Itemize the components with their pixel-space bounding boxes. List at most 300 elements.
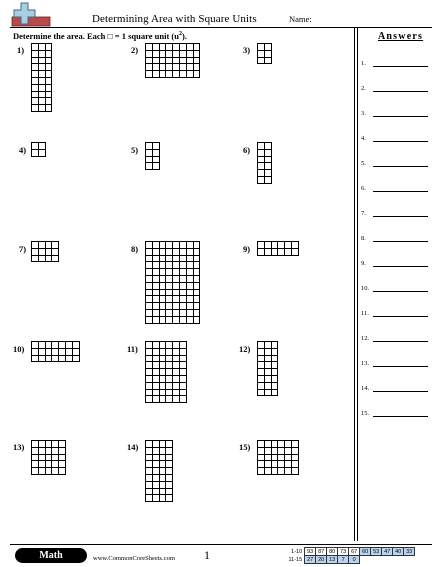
square-unit xyxy=(180,269,187,276)
square-unit xyxy=(258,369,265,376)
square-unit xyxy=(272,249,279,256)
score-cell: 93 xyxy=(305,548,316,556)
answer-number: 13. xyxy=(361,360,370,367)
square-unit xyxy=(180,44,187,51)
square-unit xyxy=(180,290,187,297)
square-unit xyxy=(278,455,285,462)
square-unit xyxy=(146,163,153,170)
square-unit xyxy=(153,455,160,462)
score-range-label: 1-10 xyxy=(291,548,303,555)
square-unit xyxy=(265,383,272,390)
square-unit xyxy=(39,455,46,462)
square-unit xyxy=(265,157,272,164)
square-unit xyxy=(146,383,153,390)
square-unit xyxy=(146,64,153,71)
square-unit xyxy=(39,249,46,256)
square-unit xyxy=(166,283,173,290)
square-unit xyxy=(194,303,201,310)
square-unit xyxy=(160,482,167,489)
square-unit xyxy=(146,296,153,303)
square-unit xyxy=(173,249,180,256)
square-unit xyxy=(46,468,53,475)
square-unit xyxy=(39,150,46,157)
square-unit xyxy=(166,461,173,468)
square-unit xyxy=(265,58,272,65)
square-unit xyxy=(166,356,173,363)
answer-blank[interactable] xyxy=(373,66,428,67)
square-unit xyxy=(153,396,160,403)
square-unit xyxy=(173,262,180,269)
square-unit xyxy=(146,303,153,310)
answer-number: 3. xyxy=(361,110,366,117)
square-unit xyxy=(39,105,46,112)
answer-number: 11. xyxy=(361,310,369,317)
square-unit xyxy=(32,71,39,78)
square-unit xyxy=(258,362,265,369)
square-unit xyxy=(52,349,59,356)
square-unit xyxy=(146,256,153,263)
square-unit xyxy=(258,356,265,363)
square-unit xyxy=(194,290,201,297)
problem-label: 5) xyxy=(131,145,139,155)
square-unit xyxy=(265,349,272,356)
square-unit xyxy=(160,317,167,324)
square-unit xyxy=(265,170,272,177)
problem-label: 1) xyxy=(17,45,25,55)
square-unit xyxy=(180,369,187,376)
square-unit xyxy=(153,310,160,317)
square-unit xyxy=(153,461,160,468)
square-unit xyxy=(153,44,160,51)
square-unit xyxy=(160,383,167,390)
square-grid xyxy=(145,43,200,78)
square-unit xyxy=(166,303,173,310)
square-unit xyxy=(160,64,167,71)
square-unit xyxy=(39,448,46,455)
square-unit xyxy=(153,290,160,297)
problem-label: 8) xyxy=(131,244,139,254)
square-unit xyxy=(265,163,272,170)
square-unit xyxy=(39,44,46,51)
square-unit xyxy=(146,276,153,283)
square-unit xyxy=(153,303,160,310)
square-unit xyxy=(258,455,265,462)
answer-number: 1. xyxy=(361,60,366,67)
square-unit xyxy=(153,296,160,303)
square-grid xyxy=(257,43,272,64)
square-unit xyxy=(180,396,187,403)
square-unit xyxy=(265,177,272,184)
square-unit xyxy=(166,390,173,397)
answer-number: 10. xyxy=(361,285,370,292)
score-cell: 87 xyxy=(316,548,327,556)
square-unit xyxy=(160,455,167,462)
square-unit xyxy=(173,349,180,356)
square-unit xyxy=(292,441,299,448)
square-unit xyxy=(180,390,187,397)
square-unit xyxy=(258,468,265,475)
square-unit xyxy=(32,448,39,455)
square-unit xyxy=(46,78,53,85)
square-grid xyxy=(31,43,52,112)
score-cell: 0 xyxy=(349,556,360,564)
square-unit xyxy=(39,441,46,448)
square-unit xyxy=(194,310,201,317)
square-unit xyxy=(173,71,180,78)
square-unit xyxy=(59,461,66,468)
square-unit xyxy=(32,44,39,51)
square-unit xyxy=(160,396,167,403)
square-unit xyxy=(173,256,180,263)
answer-blank[interactable] xyxy=(373,141,428,142)
square-unit xyxy=(180,317,187,324)
instructions: Determine the area. Each □ = 1 square unit $(u^2)$. xyxy=(13,31,187,41)
square-unit xyxy=(146,461,153,468)
math-badge: Math xyxy=(15,548,87,563)
answer-number: 9. xyxy=(361,260,366,267)
square-unit xyxy=(166,290,173,297)
square-unit xyxy=(285,242,292,249)
square-unit xyxy=(146,249,153,256)
square-unit xyxy=(32,58,39,65)
square-unit xyxy=(146,317,153,324)
square-unit xyxy=(180,383,187,390)
square-unit xyxy=(173,58,180,65)
square-unit xyxy=(160,249,167,256)
page-title: Determining Area with Square Units xyxy=(92,13,257,25)
square-unit xyxy=(258,170,265,177)
score-cell: 20 xyxy=(316,556,327,564)
square-unit xyxy=(258,383,265,390)
square-unit xyxy=(187,310,194,317)
square-unit xyxy=(32,143,39,150)
square-unit xyxy=(153,64,160,71)
square-unit xyxy=(32,51,39,58)
square-unit xyxy=(160,44,167,51)
square-unit xyxy=(73,349,80,356)
square-unit xyxy=(265,44,272,51)
square-unit xyxy=(46,256,53,263)
square-unit xyxy=(146,342,153,349)
square-unit xyxy=(146,310,153,317)
square-unit xyxy=(160,269,167,276)
square-unit xyxy=(46,51,53,58)
answer-blank[interactable] xyxy=(373,316,428,317)
square-unit xyxy=(194,283,201,290)
square-unit xyxy=(187,249,194,256)
square-unit xyxy=(194,256,201,263)
answer-blank[interactable] xyxy=(373,416,428,417)
square-unit xyxy=(173,296,180,303)
square-unit xyxy=(153,143,160,150)
square-unit xyxy=(265,150,272,157)
square-unit xyxy=(180,310,187,317)
square-unit xyxy=(146,157,153,164)
square-unit xyxy=(153,482,160,489)
square-unit xyxy=(52,448,59,455)
square-unit xyxy=(46,455,53,462)
square-unit xyxy=(187,64,194,71)
square-unit xyxy=(153,383,160,390)
square-unit xyxy=(265,356,272,363)
answer-column-divider-inner xyxy=(357,27,358,541)
answers-heading: Answers xyxy=(378,31,424,42)
square-unit xyxy=(292,455,299,462)
square-unit xyxy=(292,448,299,455)
square-unit xyxy=(46,342,53,349)
square-unit xyxy=(173,369,180,376)
square-unit xyxy=(272,383,279,390)
score-cell: 33 xyxy=(404,548,415,556)
square-unit xyxy=(272,441,279,448)
problem-label: 3) xyxy=(243,45,251,55)
square-unit xyxy=(39,85,46,92)
problem-label: 7) xyxy=(19,244,27,254)
answer-blank[interactable] xyxy=(373,191,428,192)
square-unit xyxy=(59,468,66,475)
square-unit xyxy=(166,383,173,390)
square-unit xyxy=(187,44,194,51)
square-unit xyxy=(146,376,153,383)
square-unit xyxy=(46,441,53,448)
square-unit xyxy=(46,349,53,356)
math-logo-icon xyxy=(8,2,52,28)
square-unit xyxy=(258,242,265,249)
square-unit xyxy=(52,242,59,249)
square-unit xyxy=(39,64,46,71)
square-unit xyxy=(146,242,153,249)
problem-label: 12) xyxy=(239,344,251,354)
square-unit xyxy=(39,92,46,99)
square-unit xyxy=(265,369,272,376)
square-unit xyxy=(146,51,153,58)
square-unit xyxy=(258,390,265,397)
square-unit xyxy=(166,51,173,58)
answer-blank[interactable] xyxy=(373,91,428,92)
square-unit xyxy=(166,310,173,317)
answer-number: 12. xyxy=(361,335,370,342)
square-unit xyxy=(146,262,153,269)
answer-number: 14. xyxy=(361,385,370,392)
answer-blank[interactable] xyxy=(373,241,428,242)
square-unit xyxy=(46,44,53,51)
square-unit xyxy=(187,317,194,324)
square-unit xyxy=(166,317,173,324)
square-unit xyxy=(265,342,272,349)
answer-blank[interactable] xyxy=(373,216,428,217)
square-unit xyxy=(39,143,46,150)
score-cell: 80 xyxy=(327,548,338,556)
square-unit xyxy=(160,376,167,383)
square-unit xyxy=(265,441,272,448)
square-unit xyxy=(153,262,160,269)
score-cell: 13 xyxy=(327,556,338,564)
page-number: 1 xyxy=(204,548,210,562)
square-unit xyxy=(166,489,173,496)
square-unit xyxy=(258,177,265,184)
square-unit xyxy=(146,143,153,150)
answer-blank[interactable] xyxy=(373,341,428,342)
square-grid xyxy=(257,241,299,256)
square-unit xyxy=(285,461,292,468)
square-unit xyxy=(180,262,187,269)
square-unit xyxy=(52,342,59,349)
square-unit xyxy=(180,376,187,383)
square-unit xyxy=(160,369,167,376)
square-unit xyxy=(146,150,153,157)
square-unit xyxy=(146,489,153,496)
square-unit xyxy=(160,290,167,297)
square-unit xyxy=(160,283,167,290)
square-unit xyxy=(153,163,160,170)
square-unit xyxy=(265,461,272,468)
answer-blank[interactable] xyxy=(373,116,428,117)
square-unit xyxy=(46,448,53,455)
square-unit xyxy=(153,468,160,475)
square-unit xyxy=(173,362,180,369)
square-unit xyxy=(187,283,194,290)
square-unit xyxy=(153,157,160,164)
square-unit xyxy=(32,441,39,448)
answer-blank[interactable] xyxy=(373,166,428,167)
square-unit xyxy=(166,64,173,71)
square-unit xyxy=(153,269,160,276)
square-unit xyxy=(160,495,167,502)
square-unit xyxy=(153,362,160,369)
square-unit xyxy=(173,390,180,397)
problem-label: 14) xyxy=(127,442,139,452)
square-unit xyxy=(46,64,53,71)
square-unit xyxy=(39,242,46,249)
square-unit xyxy=(146,369,153,376)
square-unit xyxy=(173,342,180,349)
square-unit xyxy=(265,448,272,455)
problem-label: 9) xyxy=(243,244,251,254)
square-unit xyxy=(258,448,265,455)
score-cell: 60 xyxy=(360,548,371,556)
square-unit xyxy=(153,376,160,383)
square-unit xyxy=(146,269,153,276)
square-unit xyxy=(153,369,160,376)
square-unit xyxy=(166,58,173,65)
square-unit xyxy=(265,242,272,249)
square-unit xyxy=(258,349,265,356)
square-unit xyxy=(39,78,46,85)
square-unit xyxy=(194,58,201,65)
square-unit xyxy=(194,71,201,78)
square-unit xyxy=(272,455,279,462)
square-unit xyxy=(46,242,53,249)
square-unit xyxy=(272,461,279,468)
square-unit xyxy=(173,51,180,58)
square-unit xyxy=(258,342,265,349)
square-unit xyxy=(32,349,39,356)
square-unit xyxy=(258,249,265,256)
square-unit xyxy=(160,356,167,363)
square-unit xyxy=(265,51,272,58)
square-unit xyxy=(39,468,46,475)
square-unit xyxy=(265,362,272,369)
square-unit xyxy=(180,242,187,249)
square-unit xyxy=(39,461,46,468)
answer-blank[interactable] xyxy=(373,266,428,267)
square-unit xyxy=(265,376,272,383)
square-unit xyxy=(46,461,53,468)
square-unit xyxy=(173,383,180,390)
square-unit xyxy=(166,296,173,303)
square-unit xyxy=(160,242,167,249)
square-grid xyxy=(31,341,80,362)
square-unit xyxy=(146,362,153,369)
square-unit xyxy=(285,448,292,455)
square-unit xyxy=(153,249,160,256)
problem-label: 4) xyxy=(19,145,27,155)
answer-blank[interactable] xyxy=(373,291,428,292)
score-cell: 40 xyxy=(393,548,404,556)
square-unit xyxy=(173,283,180,290)
square-unit xyxy=(272,356,279,363)
square-unit xyxy=(146,71,153,78)
answer-number: 4. xyxy=(361,135,366,142)
square-unit xyxy=(153,448,160,455)
square-unit xyxy=(160,390,167,397)
square-unit xyxy=(160,256,167,263)
square-unit xyxy=(153,51,160,58)
square-unit xyxy=(166,256,173,263)
square-unit xyxy=(59,455,66,462)
square-unit xyxy=(258,441,265,448)
square-unit xyxy=(278,441,285,448)
square-unit xyxy=(180,256,187,263)
square-unit xyxy=(166,482,173,489)
square-unit xyxy=(292,468,299,475)
answer-blank[interactable] xyxy=(373,366,428,367)
square-grid xyxy=(257,440,299,475)
square-grid xyxy=(257,142,272,184)
square-unit xyxy=(39,58,46,65)
square-unit xyxy=(292,461,299,468)
square-unit xyxy=(52,441,59,448)
square-unit xyxy=(180,362,187,369)
square-unit xyxy=(66,349,73,356)
square-unit xyxy=(258,150,265,157)
square-unit xyxy=(272,390,279,397)
square-unit xyxy=(146,482,153,489)
square-unit xyxy=(258,51,265,58)
square-unit xyxy=(194,44,201,51)
square-unit xyxy=(153,495,160,502)
answer-blank[interactable] xyxy=(373,391,428,392)
square-unit xyxy=(194,51,201,58)
website-link[interactable]: www.CommonCoreSheets.com xyxy=(93,555,175,562)
square-unit xyxy=(187,303,194,310)
square-unit xyxy=(160,303,167,310)
square-unit xyxy=(153,283,160,290)
square-unit xyxy=(32,98,39,105)
square-unit xyxy=(153,356,160,363)
square-unit xyxy=(160,475,167,482)
square-unit xyxy=(32,150,39,157)
score-row xyxy=(287,556,415,564)
square-unit xyxy=(285,455,292,462)
square-unit xyxy=(52,455,59,462)
square-unit xyxy=(39,51,46,58)
problem-label: 6) xyxy=(243,145,251,155)
square-unit xyxy=(180,58,187,65)
square-unit xyxy=(292,249,299,256)
square-unit xyxy=(272,342,279,349)
square-unit xyxy=(32,455,39,462)
